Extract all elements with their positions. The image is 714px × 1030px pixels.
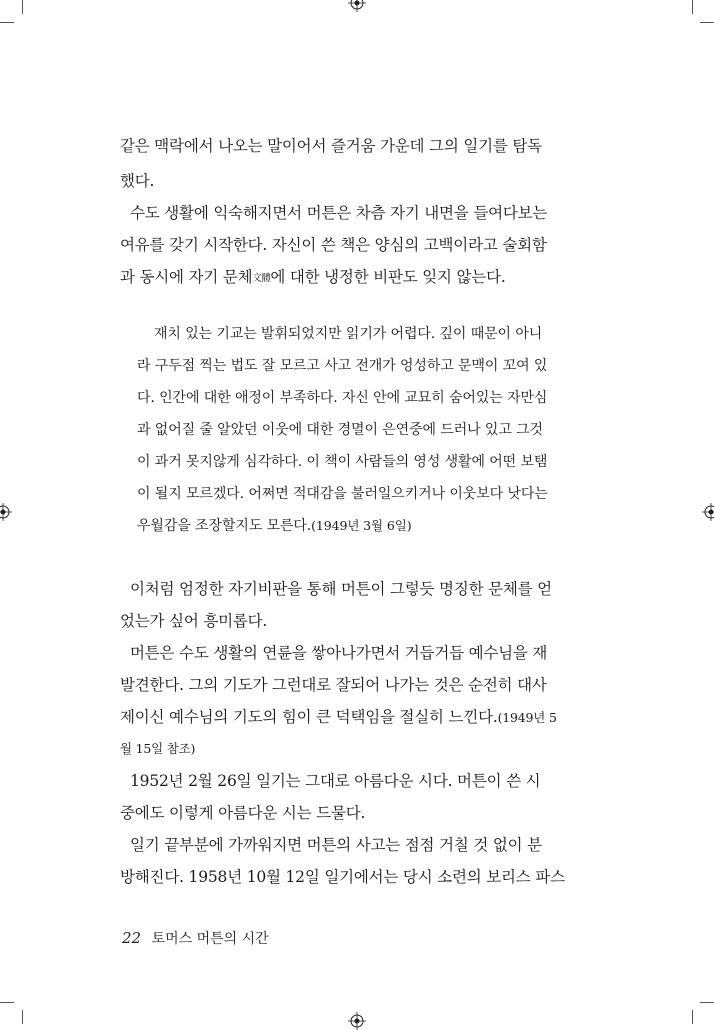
body-line: 수도 생활에 익숙해지면서 머튼은 차츰 자기 내면을 들여다보는	[130, 204, 548, 222]
page-number: 22	[122, 929, 142, 947]
registration-mark-top-icon	[348, 0, 366, 12]
body-line: 월 15일 참조)	[120, 741, 196, 756]
crop-mark-top-right-vertical	[692, 0, 693, 14]
crop-mark-top-left-vertical	[22, 0, 23, 14]
crop-mark-bottom-right-vertical	[692, 1010, 693, 1024]
body-line-part: 제이신 예수님의 기도의 힘이 큰 덕택임을 절실히 느낀다.	[120, 708, 498, 726]
body-line: 했다.	[120, 172, 155, 190]
body-line: 중에도 이렇게 아름다운 시는 드물다.	[120, 804, 366, 822]
body-line: 일기 끝부분에 가까워지면 머튼의 사고는 점점 거칠 것 없이 분	[130, 836, 542, 854]
registration-mark-bottom-icon	[348, 1012, 366, 1030]
body-line: 었는가 싶어 흥미롭다.	[120, 612, 268, 630]
body-line: 같은 맥락에서 나오는 말이어서 즐거움 가운데 그의 일기를 탐독	[120, 137, 542, 155]
body-line-part: 과 동시에 자기 문체	[120, 268, 253, 286]
body-line: 발견한다. 그의 기도가 그런대로 잘되어 나가는 것은 순전히 대사	[120, 676, 547, 694]
body-line: 이처럼 엄정한 자기비판을 통해 머튼이 그렇듯 명징한 문체를 얻	[130, 580, 552, 598]
quote-line: 라 구두점 찍는 법도 잘 모르고 사고 전개가 엉성하고 문맥이 꼬여 있	[137, 358, 548, 374]
quote-line: 다. 인간에 대한 애정이 부족하다. 자신 안에 교묘히 숨어있는 자만심	[137, 390, 548, 406]
quote-citation: (1949년 3월 6일)	[311, 518, 412, 533]
body-line: 여유를 갖기 시작한다. 자신이 쓴 책은 양심의 고백이라고 술회함	[120, 236, 547, 254]
quote-line: 이 과거 못지않게 심각하다. 이 책이 사람들의 영성 생활에 어떤 보탬	[137, 454, 548, 470]
quote-line: 과 없어질 줄 알았던 이웃에 대한 경멸이 은연중에 드러나 있고 그것	[137, 422, 543, 438]
quote-line: 재치 있는 기교는 발휘되었지만 읽기가 어렵다. 깊이 때문이 아니	[154, 326, 543, 342]
quote-line	[137, 516, 597, 536]
body-line: 머튼은 수도 생활의 연륜을 쌓아나가면서 거듭거듭 예수님을 재	[130, 644, 548, 662]
crop-mark-bottom-right	[700, 1002, 714, 1003]
registration-mark-right-icon	[702, 503, 714, 521]
hanja-gloss: 文體	[252, 273, 271, 284]
page-footer	[122, 928, 269, 948]
date-citation: (1949년 5	[497, 710, 557, 725]
quote-line: 이 될지 모르겠다. 어쩌면 적대감을 불러일으키거나 이웃보다 낫다는	[137, 486, 548, 502]
body-line	[120, 707, 580, 728]
quote-line-part: 우월감을 조장할지도 모른다.	[137, 518, 312, 534]
running-title: 토머스 머튼의 시간	[151, 931, 269, 947]
body-line: 1952년 2월 26일 일기는 그대로 아름다운 시다. 머튼이 쓴 시	[130, 772, 541, 790]
crop-mark-bottom-left	[0, 1002, 14, 1003]
body-line: 방해진다. 1958년 10월 12일 일기에서는 당시 소련의 보리스 파스	[120, 868, 565, 886]
crop-mark-top-right	[700, 22, 714, 23]
body-line-part: 에 대한 냉정한 비판도 잊지 않는다.	[270, 268, 506, 286]
registration-mark-left-icon	[0, 503, 12, 521]
crop-mark-bottom-left-vertical	[22, 1010, 23, 1024]
crop-mark-top-left	[0, 22, 14, 23]
body-line	[120, 267, 580, 289]
